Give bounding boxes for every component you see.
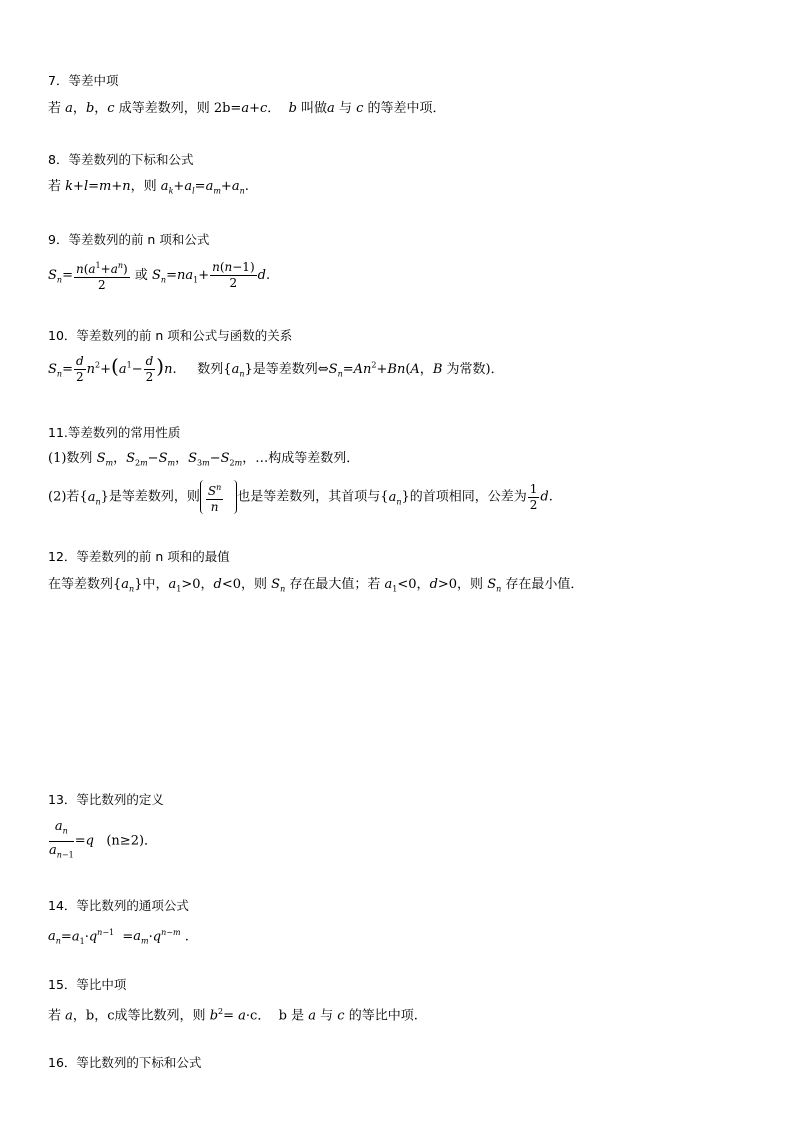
section-12-body: 在等差数列$\{a_n\}$中，$a_1>0$，d<0，则 $S_n$ 存在最大值；若 $a_1<0$，d>0，则 $S_n$ 存在最小值． <box>48 577 584 594</box>
section-11-property-2: (2)若$\{a_n\}$是等差数列，则 $\frac{S^n}{n}$ 也是等差数列，其首项与$\{a_n\}$的首项相同，公差为 $\frac{1}{2}$ d. <box>48 481 553 514</box>
section-11-title: 11.等差数列的常用性质 <box>48 425 181 440</box>
section-7-body: 若 a，b，c 成等差数列，则 2b=a+c． b 叫做a 与 c 的等差中项． <box>48 101 446 116</box>
section-8-title: 8．等差数列的下标和公式 <box>48 152 194 167</box>
section-13-formula: $\frac{a_n}{a_{n-1}}$ =q (n≥2)． <box>49 819 158 860</box>
section-14-formula: $a_n=a_1\cdot q^{n-1} =a_m\cdot q^{n-m}$ . <box>48 928 189 946</box>
section-14-title: 14．等比数列的通项公式 <box>48 898 189 913</box>
section-7-title: 7．等差中项 <box>48 73 119 88</box>
section-12-title: 12．等差数列的前 n 项和的最值 <box>48 549 230 564</box>
section-13-title: 13．等比数列的定义 <box>48 792 164 807</box>
section-15-body: 若 a，b，c成等比数列，则 $b^2= a\cdot c$． b 是 a 与 c 的等比中项. <box>48 1007 418 1024</box>
section-15-title: 15．等比中项 <box>48 977 127 992</box>
section-16-title: 16．等比数列的下标和公式 <box>48 1055 202 1070</box>
section-11-property-1: (1)数列 $S_m$，$S_{2m}-S_m$，$S_{3m}-S_{2m}$，…构成等差数列． <box>48 451 360 468</box>
section-10-title: 10．等差数列的前 n 项和公式与函数的关系 <box>48 328 293 343</box>
section-10-formula: $S_n=$ $\frac{d}{2}$ $n^2+(a^1-$ $\frac{d}{2}$ )n. 数列$\{a_n\}$是等差数列$\Leftrightarrow S_n=An^2+Bn(A$，B 为常数)． <box>48 354 504 384</box>
section-8-body: 若 k+l=m+n，则 $a_k+a_l=a_m+a_n$. <box>48 179 249 196</box>
section-9-title: 9．等差数列的前 n 项和公式 <box>48 232 210 247</box>
section-9-formula: $S_n=$ $\frac{n(a^1+a^n)}{2}$ 或 $S_n=na_1+$ $\frac{n(n-1)}{2}$ d. <box>48 260 271 292</box>
